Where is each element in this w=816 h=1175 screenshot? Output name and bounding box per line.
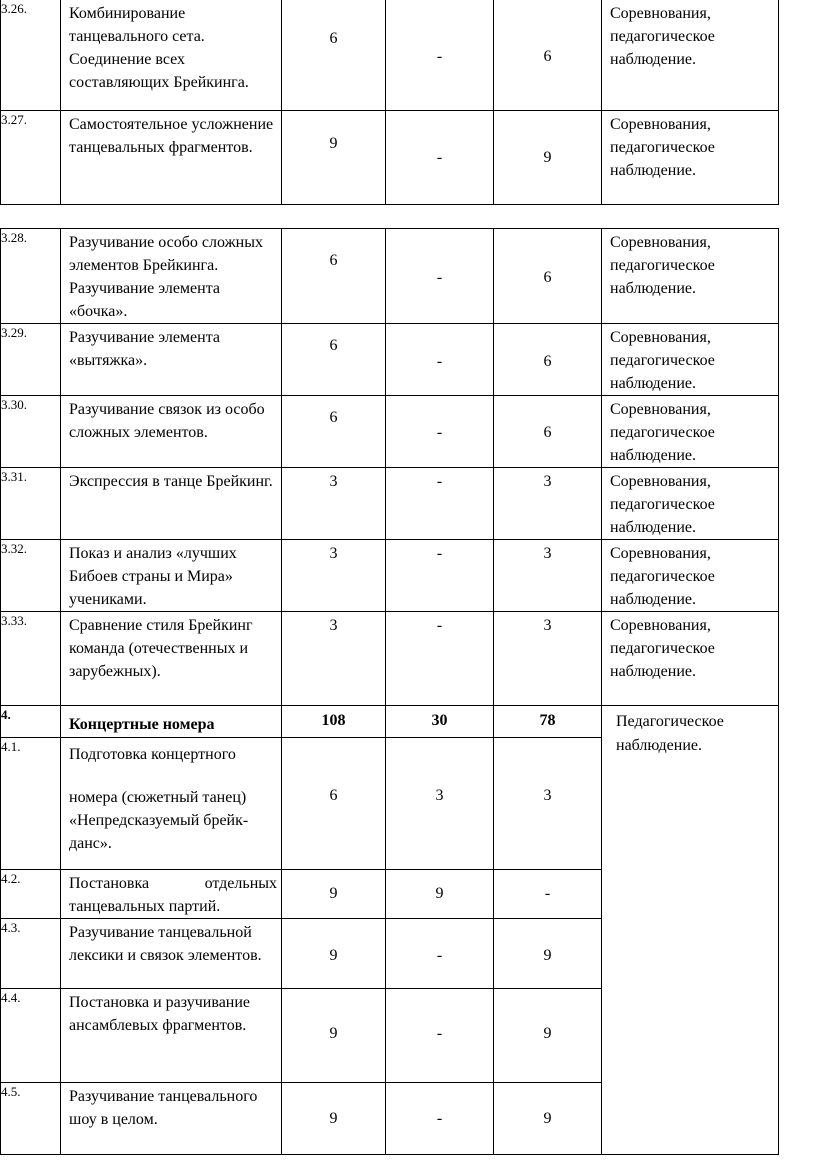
hours-theory: -	[386, 919, 494, 989]
topic-name: Показ и анализ «лучших Бибоев страны и Мира» учениками.	[61, 540, 282, 612]
topic-name: Разучивание танцевальной лексики и связок элементов.	[61, 919, 282, 989]
row-number: 3.32.	[1, 540, 61, 612]
topic-name-line-2: номера (сюжетный танец) «Непредсказуемый брейк-данс».	[69, 789, 249, 852]
hours-total: 9	[282, 989, 386, 1083]
hours-practice: 9	[494, 111, 602, 205]
topic-name: Сравнение стиля Брейкинг команда (отечественных и зарубежных).	[61, 612, 282, 706]
hours-theory: 9	[386, 870, 494, 919]
hours-practice: 3	[494, 738, 602, 870]
row-number: 3.27.	[1, 111, 61, 205]
topic-name-line-1: Подготовка концертного	[69, 746, 236, 763]
hours-total: 6	[282, 738, 386, 870]
hours-practice: 3	[494, 468, 602, 540]
row-number: 4.5.	[1, 1083, 61, 1155]
topic-name: Постановка отдельных танцевальных партий.	[61, 870, 282, 919]
table-row	[1, 540, 779, 612]
topic-name: Разучивание элемента «вытяжка».	[61, 324, 282, 396]
hours-total: 3	[282, 612, 386, 706]
topic-name: Разучивание особо сложных элементов Брейкинга. Разучивание элемента «бочка».	[61, 229, 282, 324]
row-number: 3.26.	[1, 0, 61, 111]
hours-theory: -	[386, 0, 494, 111]
hours-theory: -	[386, 1083, 494, 1155]
topic-name: Постановка и разучивание ансамблевых фрагментов.	[61, 989, 282, 1083]
table-row	[1, 111, 779, 205]
hours-practice: -	[494, 870, 602, 919]
section-hours-theory: 30	[386, 706, 494, 738]
section-hours-practice: 78	[494, 706, 602, 738]
row-number: 3.31.	[1, 468, 61, 540]
hours-total: 9	[282, 870, 386, 919]
program-table-part-1	[0, 0, 779, 205]
row-number: 4.3.	[1, 919, 61, 989]
hours-theory: -	[386, 468, 494, 540]
hours-practice: 6	[494, 0, 602, 111]
hours-theory: -	[386, 111, 494, 205]
hours-total: 6	[282, 0, 386, 111]
hours-practice: 3	[494, 540, 602, 612]
topic-name: Разучивание связок из особо сложных элементов.	[61, 396, 282, 468]
control-form: Соревнования, педагогическое наблюдение.	[602, 324, 779, 396]
control-form: Соревнования, педагогическое наблюдение.	[602, 111, 779, 205]
hours-practice: 6	[494, 324, 602, 396]
control-form: Соревнования, педагогическое наблюдение.	[602, 468, 779, 540]
hours-practice: 9	[494, 919, 602, 989]
section-hours-total: 108	[282, 706, 386, 738]
section-control-form: Педагогическое наблюдение.	[602, 706, 779, 1155]
hours-total: 6	[282, 396, 386, 468]
hours-total: 9	[282, 919, 386, 989]
hours-total: 6	[282, 229, 386, 324]
hours-theory: 3	[386, 738, 494, 870]
hours-practice: 6	[494, 396, 602, 468]
section-title: Концертные номера	[61, 706, 282, 738]
table-row	[1, 468, 779, 540]
hours-theory: -	[386, 324, 494, 396]
row-number: 4.2.	[1, 870, 61, 919]
hours-total: 6	[282, 324, 386, 396]
hours-theory: -	[386, 396, 494, 468]
topic-name: Экспрессия в танце Брейкинг.	[61, 468, 282, 540]
hours-total: 9	[282, 111, 386, 205]
table-row	[1, 229, 779, 324]
topic-name: Самостоятельное усложнение танцевальных фрагментов.	[61, 111, 282, 205]
hours-practice: 9	[494, 989, 602, 1083]
table-row	[1, 612, 779, 706]
topic-name: Разучивание танцевального шоу в целом.	[61, 1083, 282, 1155]
topic-name	[61, 738, 282, 870]
control-form: Соревнования, педагогическое наблюдение.	[602, 612, 779, 706]
table-row	[1, 396, 779, 468]
row-number: 3.29.	[1, 324, 61, 396]
control-form: Соревнования, педагогическое наблюдение.	[602, 396, 779, 468]
table-row	[1, 324, 779, 396]
hours-theory: -	[386, 612, 494, 706]
control-form: Соревнования, педагогическое наблюдение.	[602, 540, 779, 612]
row-number: 3.28.	[1, 229, 61, 324]
hours-practice: 9	[494, 1083, 602, 1155]
control-form: Соревнования, педагогическое наблюдение.	[602, 229, 779, 324]
topic-name: Комбинирование танцевального сета. Соединение всех составляющих Брейкинга.	[61, 0, 282, 111]
control-form: Соревнования, педагогическое наблюдение.	[602, 0, 779, 111]
program-table-part-2	[0, 228, 779, 1155]
hours-practice: 6	[494, 229, 602, 324]
hours-total: 3	[282, 540, 386, 612]
hours-theory: -	[386, 229, 494, 324]
hours-total: 3	[282, 468, 386, 540]
table-row	[1, 0, 779, 111]
section-header-row	[1, 706, 779, 738]
hours-total: 9	[282, 1083, 386, 1155]
hours-theory: -	[386, 540, 494, 612]
row-number: 4.4.	[1, 989, 61, 1083]
section-number: 4.	[1, 706, 61, 738]
hours-theory: -	[386, 989, 494, 1083]
row-number: 3.33.	[1, 612, 61, 706]
hours-practice: 3	[494, 612, 602, 706]
row-number: 4.1.	[1, 738, 61, 870]
row-number: 3.30.	[1, 396, 61, 468]
